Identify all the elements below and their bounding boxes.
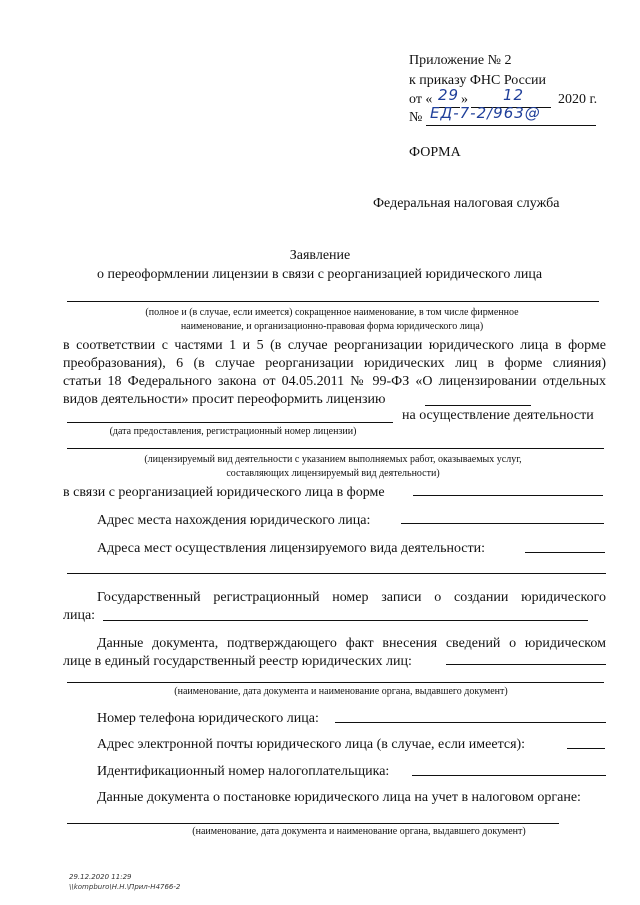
page-title: Заявление	[289, 248, 351, 263]
egrul-field-a[interactable]	[446, 664, 606, 665]
para1-line1: в соответствии с частями 1 и 5 (в случае реорганизации юридического лица в форме	[63, 338, 606, 353]
phone-label: Номер телефона юридического лица:	[97, 711, 319, 726]
license-field-a[interactable]	[425, 405, 531, 406]
authority-name: Федеральная налоговая служба	[373, 196, 560, 211]
footer-file-path: \\kompburo\Н.Н.\Прил-Н4766-2	[69, 883, 181, 891]
activity-address-label: Адреса мест осуществления лицензируемого вида деятельности:	[97, 541, 486, 556]
reg-number-line2: лица:	[63, 608, 96, 623]
appendix-label: Приложение № 2	[409, 53, 512, 68]
egrul-field-b[interactable]	[67, 682, 604, 683]
order-number-handwritten: ЕД-7-2/963@	[430, 104, 541, 122]
inn-field[interactable]	[412, 775, 606, 776]
applicant-name-hint-1: (полное и (в случае, если имеется) сокращенное наименование, в том числе фирменное	[145, 307, 519, 318]
tax-doc-field[interactable]	[67, 823, 559, 824]
inn-label: Идентификационный номер налогоплательщика:	[97, 764, 390, 779]
applicant-name-hint-2: наименование, и организационно-правовая форма юридического лица)	[180, 321, 484, 332]
egrul-line1: Данные документа, подтверждающего факт внесения сведений о юридическом	[97, 636, 606, 651]
tax-doc-hint: (наименование, дата документа и наименование органа, выдавшего документ)	[192, 826, 526, 837]
para1-line3: статьи 18 Федерального закона от 04.05.2011 № 99-ФЗ «О лицензировании отдельных	[63, 374, 606, 389]
date-prefix: от «	[409, 92, 433, 107]
footer-timestamp: 29.12.2020 11:29	[69, 873, 132, 881]
license-hint: (дата предоставления, регистрационный номер лицензии)	[109, 426, 357, 437]
date-year: 2020 г.	[558, 92, 598, 107]
order-reference: к приказу ФНС России	[409, 73, 547, 88]
reorg-form-label: в связи с реорганизацией юридического лица в форме	[63, 485, 385, 500]
date-day-handwritten: 29	[438, 86, 460, 104]
address-field[interactable]	[401, 523, 604, 524]
reorg-form-field[interactable]	[413, 495, 603, 496]
para1-line4: видов деятельности» просит переоформить лицензию	[63, 392, 386, 407]
reg-number-field[interactable]	[103, 620, 588, 621]
page-subtitle: о переоформлении лицензии в связи с реорганизацией юридического лица	[97, 267, 543, 282]
address-label: Адрес места нахождения юридического лица:	[97, 513, 371, 528]
tax-doc-label: Данные документа о постановке юридического лица на учет в налоговом органе:	[97, 790, 581, 805]
activity-address-field-b[interactable]	[67, 573, 606, 574]
activity-hint-2: составляющих лицензируемый вид деятельности)	[226, 468, 440, 479]
activity-address-field-a[interactable]	[525, 552, 605, 553]
form-label: ФОРМА	[409, 145, 461, 160]
number-prefix: №	[409, 110, 423, 125]
date-mid: »	[461, 92, 468, 107]
email-label: Адрес электронной почты юридического лица (в случае, если имеется):	[97, 737, 526, 752]
activity-hint-1: (лицензируемый вид деятельности с указанием выполняемых работ, оказываемых услуг,	[144, 454, 522, 465]
license-field-b[interactable]	[67, 422, 393, 423]
date-month-handwritten: 12	[503, 86, 525, 104]
para1-line2: преобразования), 6 (в случае реорганизации юридических лиц в форме слияния)	[63, 356, 606, 371]
reg-number-line1: Государственный регистрационный номер записи о создании юридического	[97, 590, 606, 605]
activity-type-field[interactable]	[67, 448, 604, 449]
applicant-name-field[interactable]	[67, 301, 599, 302]
egrul-doc-hint: (наименование, дата документа и наименование органа, выдавшего документ)	[174, 686, 508, 697]
email-field[interactable]	[567, 748, 605, 749]
egrul-line2: лице в единый государственный реестр юридических лиц:	[63, 654, 412, 669]
phone-field[interactable]	[335, 722, 606, 723]
para1-line5: на осуществление деятельности	[402, 408, 594, 423]
